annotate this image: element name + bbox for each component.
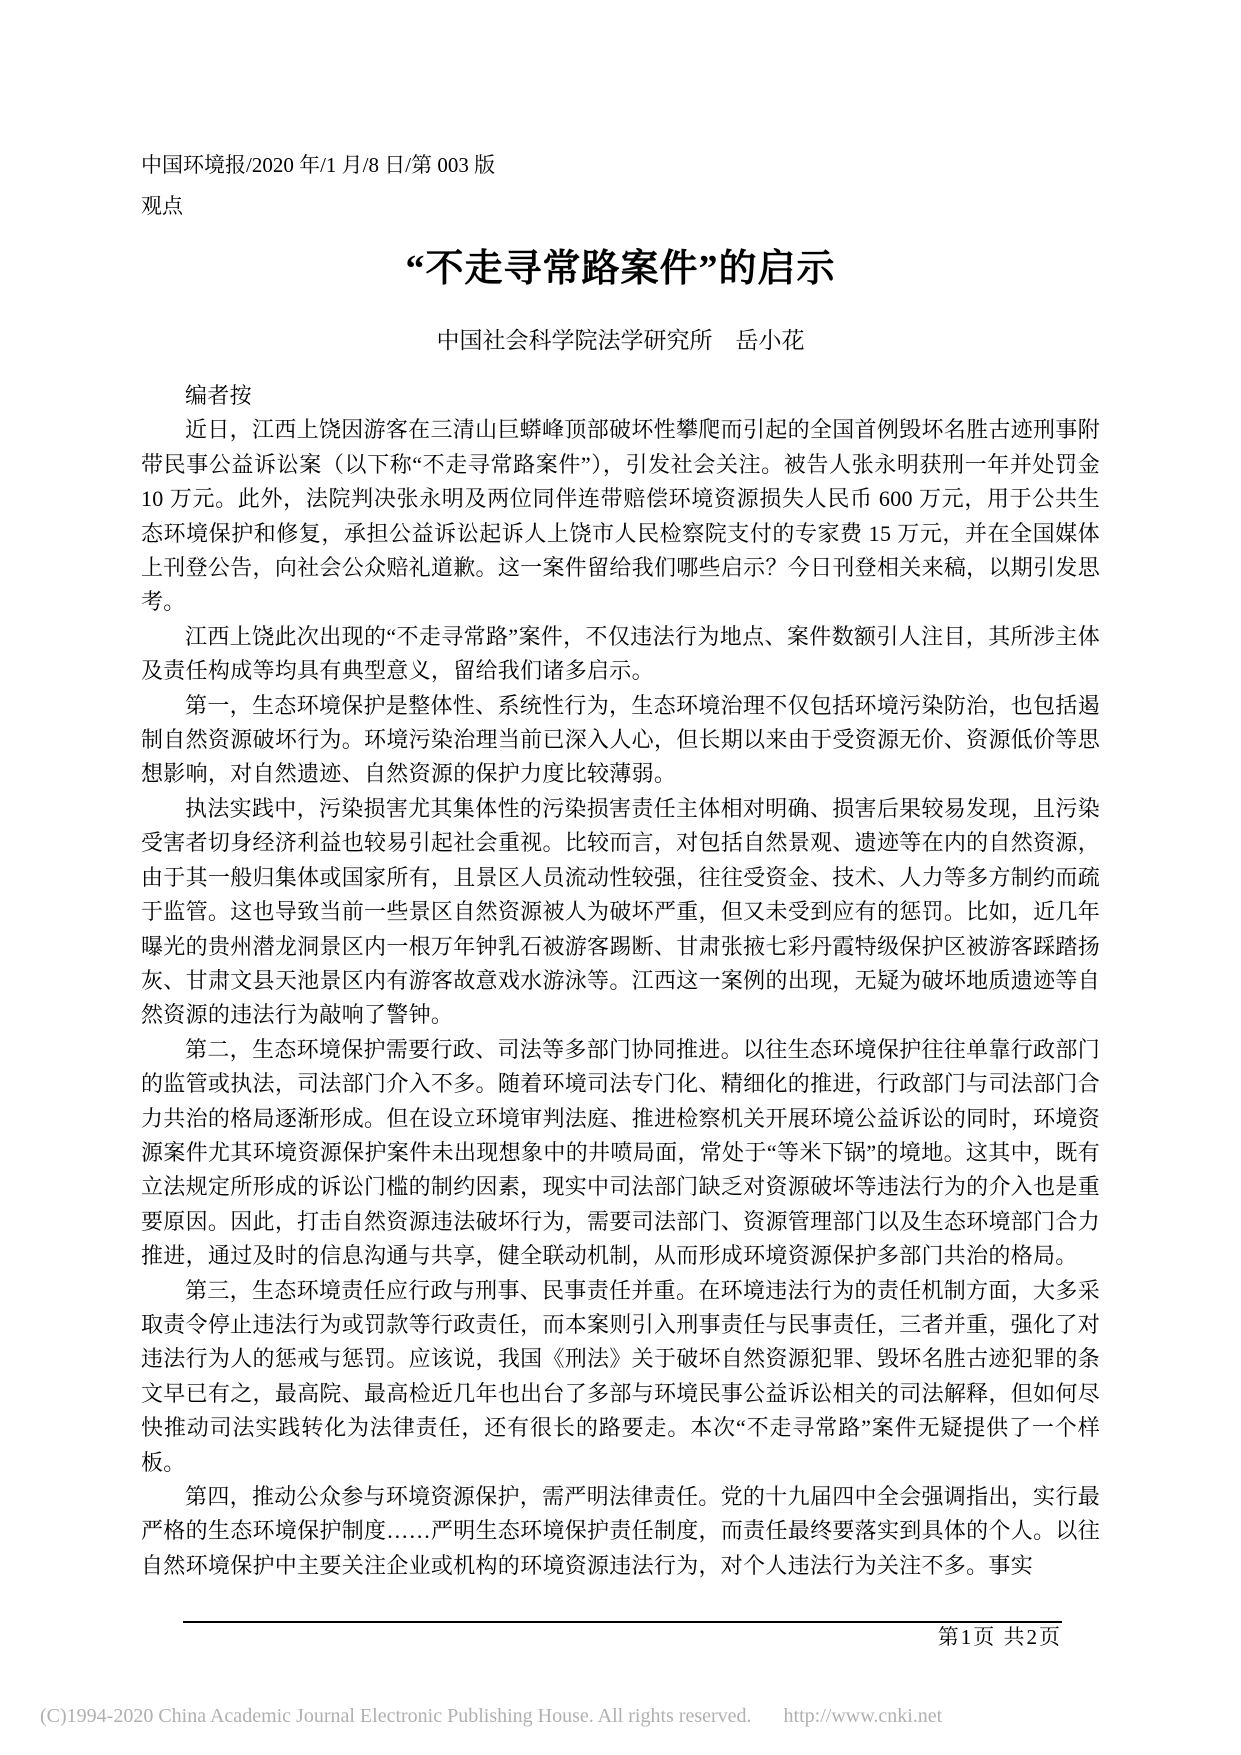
- paragraph: 江西上饶此次出现的“不走寻常路”案件，不仅违法行为地点、案件数额引人注目，其所涉主体及责任构成等均具有典型意义，留给我们诸多启示。: [141, 623, 1100, 684]
- watermark-url: http://www.cnki.net: [783, 1705, 943, 1727]
- section-label: 观点: [141, 194, 183, 218]
- article-title: “不走寻常路案件”的启示: [405, 248, 836, 290]
- watermark: [40, 1703, 1201, 1729]
- source-line: 中国环境报/2020 年/1 月/8 日/第 003 版: [141, 153, 496, 177]
- paragraph: 第二，生态环境保护需要行政、司法等多部门协同推进。以往生态环境保护往往单靠行政部门的监管或执法，司法部门介入不多。随着环境司法专门化、精细化的推进，行政部门与司法部门合力共治的格局逐渐形成。但在设立环境审判法庭、推进检察机关开展环境公益诉讼的同时，环境资源案件尤其环境资源保护案件未出现想象中的井喷局面，常处于“等米下锅”的境地。这其中，既有立法规定所形成的诉讼门槛的制约因素，现实中司法部门缺乏对资源破坏等违法行为的介入也是重要原因。因此，打击自然资源违法破坏行为，需要司法部门、资源管理部门以及生态环境部门合力推进，通过及时的信息沟通与共享，健全联动机制，从而形成环境资源保护多部门共治的格局。: [141, 1036, 1100, 1269]
- document-header: [141, 0, 1100, 227]
- footer-divider: [183, 1621, 1062, 1623]
- article-author: 中国社会科学院法学研究所 岳小花: [436, 328, 805, 353]
- paragraph: 第四，推动公众参与环境资源保护，需严明法律责任。党的十九届四中全会强调指出，实行最严格的生态环境保护制度……严明生态环境保护责任制度，而责任最终要落实到具体的个人。以往自然环境保护中主要关注企业或机构的环境资源违法行为，对个人违法行为关注不多。事实: [141, 1484, 1100, 1578]
- article-body: [141, 379, 1100, 1583]
- editor-note-label: 编者按: [185, 383, 252, 408]
- paragraph: 第三，生态环境责任应行政与刑事、民事责任并重。在环境违法行为的责任机制方面，大多采取责令停止违法行为或罚款等行政责任，而本案则引入刑事责任与民事责任，三者并重，强化了对违法行为人的惩戒与惩罚。应该说，我国《刑法》关于破坏自然资源犯罪、毁坏名胜古迹犯罪的条文早已有之，最高院、最高检近几年也出台了多部与环境民事公益诉讼相关的司法解释，但如何尽快推动司法实践转化为法律责任，还有很长的路要走。本次“不走寻常路”案件无疑提供了一个样板。: [141, 1277, 1100, 1475]
- page-indicator: 第1页 共2页: [937, 1625, 1062, 1649]
- paragraph: 第一，生态环境保护是整体性、系统性行为，生态环境治理不仅包括环境污染防治，也包括遏制自然资源破坏行为。环境污染治理当前已深入人心，但长期以来由于受资源无价、资源低价等思想影响，对自然遗迹、自然资源的保护力度比较薄弱。: [141, 692, 1100, 787]
- paragraph: 近日，江西上饶因游客在三清山巨蟒峰顶部破坏性攀爬而引起的全国首例毁坏名胜古迹刑事附带民事公益诉讼案（以下称“不走寻常路案件”），引发社会关注。被告人张永明获刑一年并处罚金 10 万元。此外，法院判决张永明及两位同伴连带赔偿环境资源损失人民币 600 万元，用于公共生态环境保护和修复，承担公益诉讼起诉人上饶市人民检察院支付的专家费 15 万元，并在全国媒体上刊登公告，向社会公众赔礼道歉。这一案件留给我们哪些启示？今日刊登相关来稿，以期引发思考。: [141, 417, 1100, 615]
- paragraph: 执法实践中，污染损害尤其集体性的污染损害责任主体相对明确、损害后果较易发现，且污染受害者切身经济利益也较易引起社会重视。比较而言，对包括自然景观、遗迹等在内的自然资源，由于其一般归集体或国家所有，且景区人员流动性较强，往往受资金、技术、人力等多方制约而疏于监管。这也导致当前一些景区自然资源被人为破坏严重，但又未受到应有的惩罚。比如，近几年曝光的贵州潜龙洞景区内一根万年钟乳石被游客踢断、甘肃张掖七彩丹霞特级保护区被游客踩踏扬灰、甘肃文县天池景区内有游客故意戏水游泳等。江西这一案例的出现，无疑为破坏地质遗迹等自然资源的违法行为敲响了警钟。: [141, 795, 1100, 1028]
- copyright-text: (C)1994-2020 China Academic Journal Electronic Publishing House. All rights reserved.: [40, 1705, 752, 1727]
